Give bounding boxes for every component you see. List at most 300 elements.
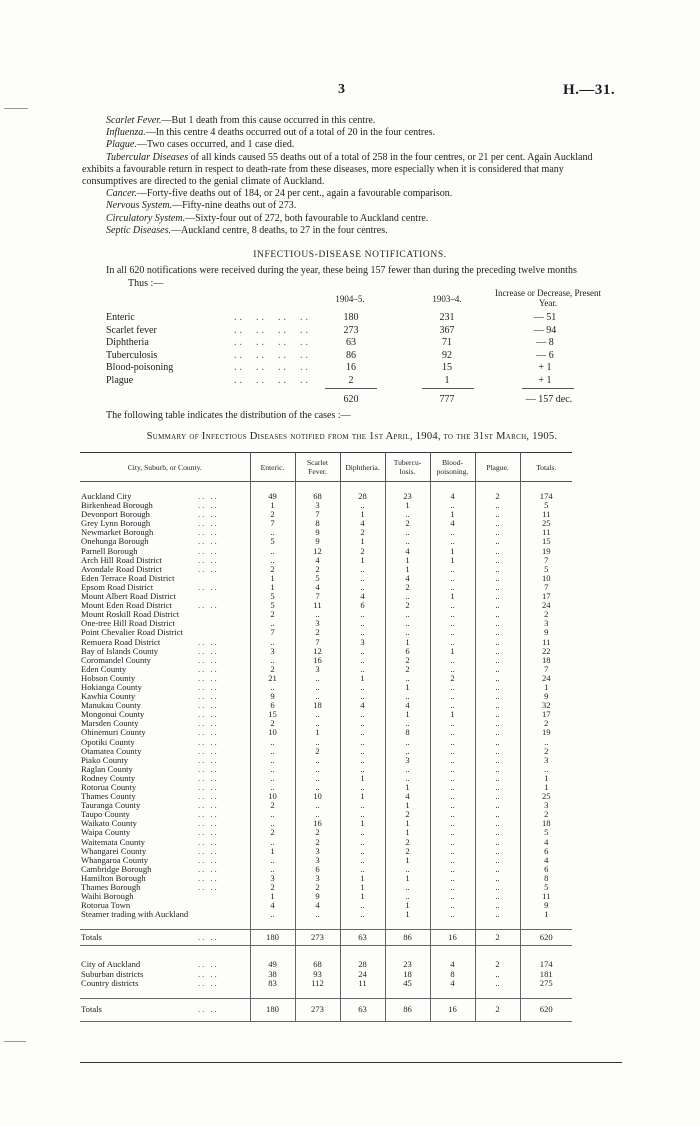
cell-tuberculosis: 8 — [385, 728, 430, 737]
cell-diphtheria: .. — [340, 765, 385, 774]
cell-diphtheria: .. — [340, 574, 385, 583]
cell-scarlet-fever: 273 — [295, 930, 340, 946]
cell-plague: .. — [475, 979, 520, 988]
total-change: — 157 dec. — [525, 394, 573, 405]
leader-dots: .. .. — [198, 763, 219, 774]
cell-plague: .. — [475, 556, 520, 565]
cell-scarlet-fever: 4 — [295, 556, 340, 565]
cell-enteric: 5 — [250, 592, 295, 601]
cell-blood-poisoning: .. — [430, 610, 475, 619]
cell-blood-poisoning: 4 — [430, 960, 475, 969]
cell-scarlet-fever: 93 — [295, 970, 340, 979]
cell-total: .. — [520, 738, 572, 747]
cell-blood-poisoning: 2 — [430, 674, 475, 683]
cell-blood-poisoning: .. — [430, 774, 475, 783]
cell-diphtheria: 1 — [340, 874, 385, 883]
cell-plague: 2 — [475, 930, 520, 946]
cell-diphtheria: .. — [340, 801, 385, 810]
cell-location: Epsom Road District .. .. — [81, 581, 219, 592]
cell-blood-poisoning: .. — [430, 847, 475, 856]
cell-total: 5 — [520, 501, 572, 510]
cell-enteric: .. — [250, 656, 295, 665]
cell-blood-poisoning: .. — [430, 801, 475, 810]
cell-scarlet-fever: 9 — [295, 528, 340, 537]
leader-dots: .. .. — [198, 882, 219, 893]
cell-total: 25 — [520, 519, 572, 528]
cell-plague: .. — [475, 874, 520, 883]
cell-blood-poisoning: 1 — [430, 710, 475, 719]
cell-tuberculosis: 4 — [385, 547, 430, 556]
cell-plague: .. — [475, 728, 520, 737]
cell-blood-poisoning: 16 — [430, 930, 475, 946]
cell-plague: .. — [475, 692, 520, 701]
cell-tuberculosis: .. — [385, 628, 430, 637]
cell-diphtheria: .. — [340, 838, 385, 847]
leader-dots: .. .. — [198, 872, 219, 883]
cell-enteric: .. — [250, 528, 295, 537]
cell-scarlet-fever: 16 — [295, 656, 340, 665]
cell-total: 1 — [520, 783, 572, 792]
cell-enteric: 49 — [250, 492, 295, 501]
cell-location: Hobson County .. .. — [81, 672, 219, 683]
cell-diphtheria: 2 — [340, 528, 385, 537]
cell-diphtheria: .. — [340, 728, 385, 737]
cell-diphtheria: 1 — [340, 883, 385, 892]
cause-plague: Plague.—Two cases occurred, and 1 case died. — [106, 139, 295, 151]
cell-diphtheria: .. — [340, 656, 385, 665]
cell-blood-poisoning: .. — [430, 756, 475, 765]
leader-dots: .. .. — [198, 672, 219, 683]
cell-blood-poisoning: .. — [430, 738, 475, 747]
cell-blood-poisoning: 4 — [430, 979, 475, 988]
cell-diphtheria: .. — [340, 738, 385, 747]
cell-scarlet-fever: .. — [295, 774, 340, 783]
cell-tuberculosis: 4 — [385, 792, 430, 801]
cell-location: Thames Borough .. .. — [81, 882, 219, 893]
cell-blood-poisoning: 1 — [430, 592, 475, 601]
cell-total: 18 — [520, 819, 572, 828]
cell-diphtheria: .. — [340, 619, 385, 628]
cell-blood-poisoning: .. — [430, 728, 475, 737]
cell-diphtheria: .. — [340, 628, 385, 637]
value-1904: 16 — [346, 362, 356, 373]
cell-location: Thames County .. .. — [81, 791, 219, 802]
sum-rule — [522, 388, 574, 389]
cell-blood-poisoning: .. — [430, 601, 475, 610]
cell-scarlet-fever: 3 — [295, 874, 340, 883]
cell-location: Onehunga Borough .. .. — [81, 536, 219, 547]
distribution-table — [80, 452, 572, 1022]
cell-location: Grey Lynn Borough .. .. — [81, 518, 219, 529]
cell-plague: .. — [475, 810, 520, 819]
cell-enteric: .. — [250, 910, 295, 919]
cell-scarlet-fever: 6 — [295, 865, 340, 874]
cell-total: 9 — [520, 628, 572, 637]
cell-blood-poisoning: 4 — [430, 492, 475, 501]
cell-total: 1 — [520, 683, 572, 692]
cell-diphtheria: 6 — [340, 601, 385, 610]
leader-dots: .. .. — [198, 736, 219, 747]
cell-location: Waikato County .. .. — [81, 818, 219, 829]
cell-scarlet-fever: .. — [295, 783, 340, 792]
header-1904: 1904–5. — [335, 294, 365, 304]
cell-scarlet-fever: 12 — [295, 547, 340, 556]
cell-scarlet-fever: 3 — [295, 847, 340, 856]
cell-diphtheria: .. — [340, 856, 385, 865]
cell-enteric: .. — [250, 747, 295, 756]
cell-scarlet-fever: 9 — [295, 537, 340, 546]
cell-plague: .. — [475, 774, 520, 783]
cell-tuberculosis: 2 — [385, 847, 430, 856]
cell-diphtheria: .. — [340, 683, 385, 692]
cell-diphtheria: .. — [340, 901, 385, 910]
cell-scarlet-fever: 1 — [295, 728, 340, 737]
cell-scarlet-fever: 2 — [295, 628, 340, 637]
leader-dots: .. .. .. .. — [234, 324, 311, 336]
cell-diphtheria: 63 — [340, 998, 385, 1021]
cell-tuberculosis: 1 — [385, 565, 430, 574]
cell-scarlet-fever: 7 — [295, 638, 340, 647]
cell-tuberculosis: 23 — [385, 960, 430, 969]
cell-tuberculosis: 4 — [385, 701, 430, 710]
cell-diphtheria: 28 — [340, 960, 385, 969]
cell-scarlet-fever: 10 — [295, 792, 340, 801]
cell-plague: .. — [475, 719, 520, 728]
leader-dots: .. .. — [198, 718, 219, 729]
cell-tuberculosis: 1 — [385, 556, 430, 565]
cell-diphtheria: 28 — [340, 492, 385, 501]
table-intro-text: The following table indicates the distribution of the cases :— — [106, 410, 351, 421]
cell-tuberculosis: .. — [385, 765, 430, 774]
cell-total: 2 — [520, 810, 572, 819]
cause-septic-diseases: Septic Diseases.—Auckland centre, 8 deaths, to 27 in the four centres. — [106, 224, 388, 236]
cell-enteric: .. — [250, 856, 295, 865]
cell-total: 11 — [520, 638, 572, 647]
cell-plague: .. — [475, 547, 520, 556]
cell-tuberculosis: .. — [385, 674, 430, 683]
cell-total: 5 — [520, 883, 572, 892]
cell-plague: .. — [475, 592, 520, 601]
cell-scarlet-fever: .. — [295, 674, 340, 683]
notifications-heading: INFECTIOUS-DISEASE NOTIFICATIONS. — [253, 250, 447, 260]
cell-enteric: 2 — [250, 801, 295, 810]
value-change: + 1 — [538, 362, 552, 373]
cell-enteric: .. — [250, 810, 295, 819]
cell-diphtheria: .. — [340, 501, 385, 510]
header-location: City, Suburb, or County. — [80, 453, 250, 482]
leader-dots: .. .. .. .. — [234, 312, 311, 323]
cell-blood-poisoning: .. — [430, 583, 475, 592]
cell-blood-poisoning: .. — [430, 910, 475, 919]
cell-tuberculosis: 18 — [385, 970, 430, 979]
leader-dots: .. .. — [198, 754, 219, 765]
summary-label: Tuberculosis — [106, 349, 158, 361]
cell-plague: .. — [475, 847, 520, 856]
cell-total: 1 — [520, 774, 572, 783]
cell-diphtheria: 24 — [340, 970, 385, 979]
cell-tuberculosis: 2 — [385, 656, 430, 665]
cell-scarlet-fever: 16 — [295, 819, 340, 828]
cell-plague: .. — [475, 901, 520, 910]
leader-dots: .. .. — [198, 836, 219, 847]
cell-tuberculosis: 3 — [385, 756, 430, 765]
cell-plague: .. — [475, 801, 520, 810]
margin-mark — [4, 1041, 26, 1042]
cell-enteric: .. — [250, 683, 295, 692]
cell-tuberculosis: 1 — [385, 501, 430, 510]
sum-rule — [325, 388, 377, 389]
cell-scarlet-fever: 3 — [295, 619, 340, 628]
cell-plague: .. — [475, 528, 520, 537]
spacer-row — [80, 988, 572, 999]
value-change: — 51 — [533, 312, 557, 323]
cell-scarlet-fever: .. — [295, 683, 340, 692]
cell-plague: .. — [475, 510, 520, 519]
cell-location: Coromandel County .. .. — [81, 654, 219, 665]
cell-scarlet-fever: 2 — [295, 883, 340, 892]
cell-blood-poisoning: 1 — [430, 547, 475, 556]
leader-dots: .. .. — [198, 509, 219, 520]
cell-location: Whangarei County .. .. — [81, 845, 219, 856]
cell-tuberculosis: .. — [385, 719, 430, 728]
header-diphtheria: Diphtheria. — [340, 453, 385, 482]
cell-plague: .. — [475, 783, 520, 792]
cell-total: 11 — [520, 528, 572, 537]
cell-total: 15 — [520, 537, 572, 546]
cell-blood-poisoning: .. — [430, 665, 475, 674]
leader-dots: .. .. — [198, 691, 219, 702]
cell-location: Rotorua Town — [81, 900, 131, 911]
cell-diphtheria: .. — [340, 583, 385, 592]
cell-total: 275 — [520, 979, 572, 988]
cell-total: 620 — [520, 930, 572, 946]
cell-scarlet-fever: 3 — [295, 665, 340, 674]
cell-blood-poisoning: 1 — [430, 647, 475, 656]
leader-dots: .. .. — [198, 563, 219, 574]
cell-tuberculosis: 1 — [385, 828, 430, 837]
cell-enteric: .. — [250, 738, 295, 747]
cell-location: Mongonui County .. .. — [81, 709, 219, 720]
cell-enteric: 7 — [250, 519, 295, 528]
leader-dots: .. .. — [198, 709, 219, 720]
header-plague: Plague. — [475, 453, 520, 482]
cell-tuberculosis: 23 — [385, 492, 430, 501]
cell-plague: .. — [475, 674, 520, 683]
leader-dots: .. .. .. .. — [234, 362, 311, 373]
cell-location: Mount Albert Road District — [81, 591, 176, 602]
cause-scarlet-fever: Scarlet Fever.—But 1 death from this cause occurred in this centre. — [106, 115, 376, 126]
cell-location: Eden County .. .. — [81, 663, 219, 674]
cell-plague: .. — [475, 828, 520, 837]
cell-blood-poisoning: .. — [430, 537, 475, 546]
leader-dots: .. .. — [198, 932, 219, 943]
leader-dots: .. .. .. .. — [234, 374, 311, 386]
cell-blood-poisoning: .. — [430, 719, 475, 728]
table-header-row — [80, 453, 572, 482]
leader-dots: .. .. — [198, 977, 219, 988]
cell-blood-poisoning: .. — [430, 619, 475, 628]
cell-location: Otamatea County .. .. — [81, 745, 219, 756]
cell-tuberculosis: 1 — [385, 874, 430, 883]
cell-tuberculosis: .. — [385, 883, 430, 892]
cell-location: Steamer trading with Auckland — [81, 909, 189, 920]
leader-dots: .. .. — [198, 1004, 219, 1015]
cell-total: 3 — [520, 619, 572, 628]
cell-plague: .. — [475, 683, 520, 692]
cell-plague: .. — [475, 519, 520, 528]
cell-plague: .. — [475, 574, 520, 583]
cell-tuberculosis: .. — [385, 738, 430, 747]
cell-tuberculosis: 2 — [385, 519, 430, 528]
cell-location: Mount Roskill Road District — [81, 609, 180, 620]
cell-location: Whangaroa County .. .. — [81, 854, 219, 865]
cell-blood-poisoning: .. — [430, 783, 475, 792]
cell-enteric: 2 — [250, 883, 295, 892]
value-1904: 180 — [343, 312, 359, 323]
cell-enteric: .. — [250, 765, 295, 774]
cell-enteric: 1 — [250, 847, 295, 856]
leader-dots: .. .. — [198, 681, 219, 692]
cell-location: Eden Terrace Road District — [81, 572, 175, 583]
cell-plague: .. — [475, 501, 520, 510]
value-change: — 6 — [536, 349, 554, 361]
value-1904: 86 — [346, 349, 356, 361]
cell-location: Marsden County .. .. — [81, 718, 219, 729]
cell-tuberculosis: 1 — [385, 638, 430, 647]
cell-tuberculosis: .. — [385, 892, 430, 901]
cell-tuberculosis: 2 — [385, 810, 430, 819]
cell-plague: .. — [475, 856, 520, 865]
cell-plague: .. — [475, 910, 520, 919]
leader-dots: .. .. — [198, 863, 219, 874]
leader-dots: .. .. — [198, 663, 219, 674]
cell-plague: .. — [475, 756, 520, 765]
cell-scarlet-fever: 4 — [295, 901, 340, 910]
cell-plague: .. — [475, 610, 520, 619]
cell-location: Point Chevalier Road District — [81, 627, 183, 638]
leader-dots: .. .. — [198, 745, 219, 756]
cell-scarlet-fever: 5 — [295, 574, 340, 583]
cell-plague: .. — [475, 583, 520, 592]
cell-total: 174 — [520, 960, 572, 969]
value-change: — 94 — [533, 324, 557, 336]
cell-scarlet-fever: .. — [295, 756, 340, 765]
cell-diphtheria: .. — [340, 828, 385, 837]
cell-enteric: 9 — [250, 692, 295, 701]
cell-total: 19 — [520, 547, 572, 556]
cell-enteric: 180 — [250, 998, 295, 1021]
cell-location: Totals .. .. — [80, 930, 250, 946]
cell-blood-poisoning: .. — [430, 765, 475, 774]
cell-plague: .. — [475, 647, 520, 656]
cell-enteric: 2 — [250, 828, 295, 837]
cell-diphtheria: .. — [340, 565, 385, 574]
cell-enteric: 3 — [250, 874, 295, 883]
leader-dots: .. .. — [198, 545, 219, 556]
page-number: 3 — [338, 82, 345, 97]
cell-enteric: 180 — [250, 930, 295, 946]
leader-dots: .. .. — [198, 809, 219, 820]
cell-plague: .. — [475, 765, 520, 774]
cell-blood-poisoning: .. — [430, 574, 475, 583]
notifications-intro: In all 620 notifications were received during the year, these being 157 fewer than during the preceding twelve monthsThus :— — [106, 265, 577, 289]
cell-enteric: .. — [250, 838, 295, 847]
cell-tuberculosis: 2 — [385, 583, 430, 592]
cell-blood-poisoning: .. — [430, 901, 475, 910]
cell-blood-poisoning: .. — [430, 819, 475, 828]
cell-scarlet-fever: 2 — [295, 565, 340, 574]
cell-diphtheria: 2 — [340, 547, 385, 556]
cell-blood-poisoning: .. — [430, 692, 475, 701]
cell-enteric: .. — [250, 556, 295, 565]
cell-scarlet-fever: 4 — [295, 583, 340, 592]
cell-tuberculosis: 86 — [385, 998, 430, 1021]
cell-tuberculosis: .. — [385, 510, 430, 519]
cell-diphtheria: 1 — [340, 510, 385, 519]
cell-plague: .. — [475, 656, 520, 665]
cell-tuberculosis: 1 — [385, 710, 430, 719]
margin-mark — [4, 108, 28, 109]
cell-total: 5 — [520, 828, 572, 837]
cell-enteric: .. — [250, 865, 295, 874]
cell-diphtheria: .. — [340, 810, 385, 819]
cell-tuberculosis: .. — [385, 537, 430, 546]
cell-total: 4 — [520, 838, 572, 847]
cell-enteric: .. — [250, 774, 295, 783]
cell-scarlet-fever: .. — [295, 765, 340, 774]
summary-label: Blood-poisoning — [106, 362, 174, 373]
cell-scarlet-fever: 12 — [295, 647, 340, 656]
cell-total: 24 — [520, 674, 572, 683]
header-change: Increase or Decrease, Present Year. — [495, 288, 601, 308]
table-row — [80, 910, 572, 919]
cell-blood-poisoning: .. — [430, 865, 475, 874]
spacer-row — [80, 946, 572, 961]
cell-total: 181 — [520, 970, 572, 979]
cell-plague: .. — [475, 710, 520, 719]
cell-blood-poisoning: .. — [430, 747, 475, 756]
cell-plague: 2 — [475, 492, 520, 501]
cell-tuberculosis: 1 — [385, 856, 430, 865]
cell-diphtheria: 63 — [340, 930, 385, 946]
value-1903: 231 — [439, 312, 455, 323]
leader-dots: .. .. — [198, 845, 219, 856]
cell-diphtheria: .. — [340, 665, 385, 674]
cell-diphtheria: 1 — [340, 774, 385, 783]
header-enteric: Enteric. — [250, 453, 295, 482]
cell-scarlet-fever: 273 — [295, 998, 340, 1021]
cell-blood-poisoning: .. — [430, 838, 475, 847]
cell-enteric: 1 — [250, 574, 295, 583]
cell-diphtheria: 11 — [340, 979, 385, 988]
cell-total: 6 — [520, 865, 572, 874]
cell-plague: .. — [475, 883, 520, 892]
header-tuberculosis: Tubercu-losis. — [385, 453, 430, 482]
cell-total: 174 — [520, 492, 572, 501]
leader-dots: .. .. — [198, 500, 219, 511]
cell-enteric: 5 — [250, 537, 295, 546]
cell-enteric: 2 — [250, 510, 295, 519]
cell-scarlet-fever: .. — [295, 719, 340, 728]
leader-dots: .. .. — [198, 791, 219, 802]
cell-scarlet-fever: 3 — [295, 856, 340, 865]
leader-dots: .. .. — [198, 959, 219, 970]
cell-enteric: 49 — [250, 960, 295, 969]
cell-enteric: 2 — [250, 665, 295, 674]
cell-blood-poisoning: .. — [430, 892, 475, 901]
cell-diphtheria: .. — [340, 865, 385, 874]
total-1903: 777 — [439, 394, 455, 405]
